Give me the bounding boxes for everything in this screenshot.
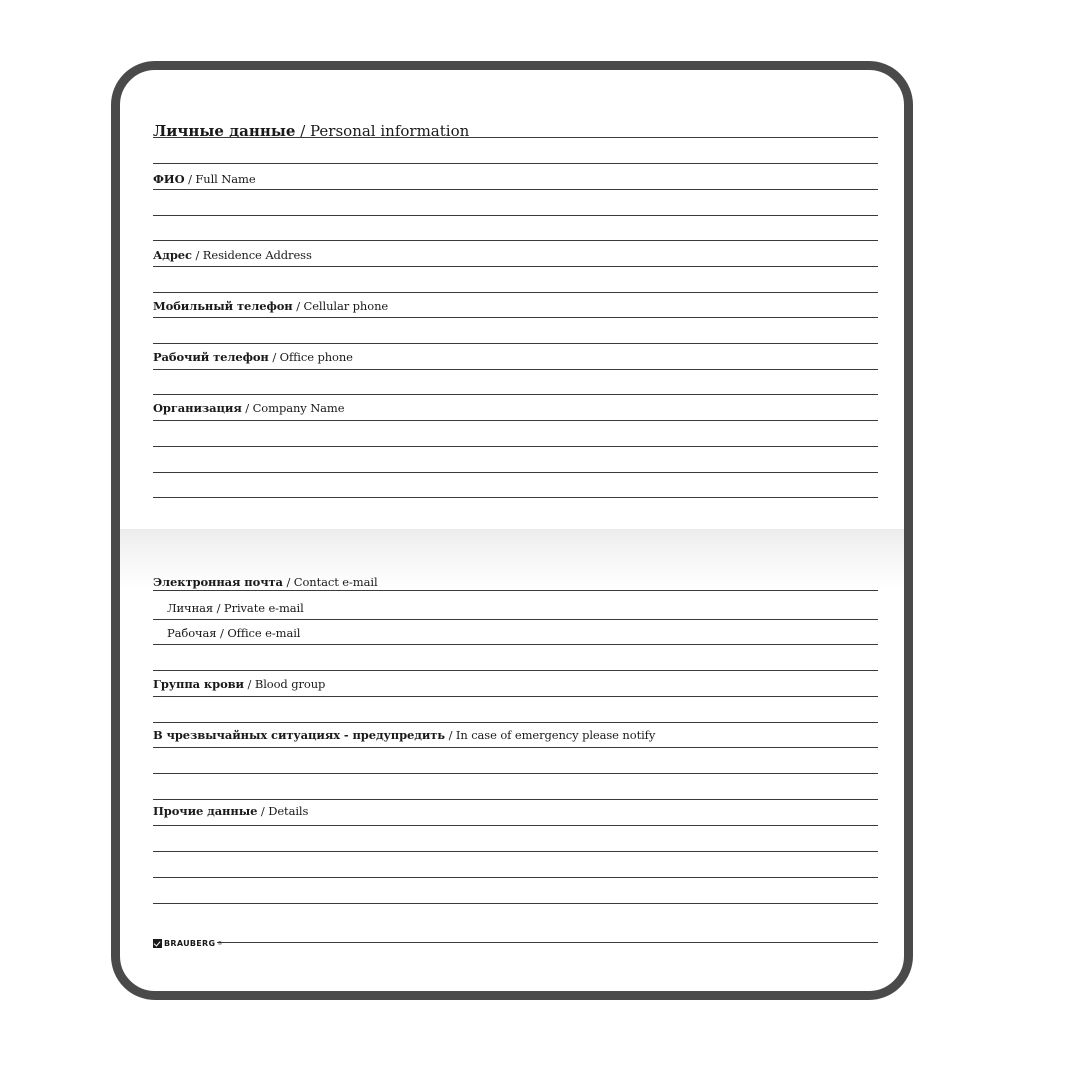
field-details: Прочие данные / Details	[153, 804, 309, 818]
write-line[interactable]	[153, 773, 878, 774]
write-line[interactable]	[153, 240, 878, 241]
check-mark-icon	[153, 939, 162, 948]
write-line[interactable]	[153, 590, 878, 591]
field-office-phone: Рабочий телефон / Office phone	[153, 350, 353, 364]
write-line[interactable]	[153, 472, 878, 473]
write-line[interactable]	[153, 317, 878, 318]
write-line[interactable]	[153, 825, 878, 826]
write-line[interactable]	[153, 619, 878, 620]
write-line[interactable]	[153, 420, 878, 421]
field-contact-email: Электронная почта / Contact e-mail	[153, 575, 378, 589]
field-address: Адрес / Residence Address	[153, 248, 312, 262]
write-line[interactable]	[153, 903, 878, 904]
brand-rule	[217, 942, 878, 943]
write-line[interactable]	[153, 369, 878, 370]
field-emergency-contact: В чрезвычайных ситуациях - предупредить / In case of emergency please notify	[153, 728, 656, 742]
write-line[interactable]	[153, 851, 878, 852]
write-line[interactable]	[153, 189, 878, 190]
field-office-email: Рабочая / Office e-mail	[167, 626, 301, 640]
field-private-email: Личная / Private e-mail	[167, 601, 304, 615]
write-line[interactable]	[153, 877, 878, 878]
section-title-en: / Personal information	[300, 122, 470, 140]
write-line[interactable]	[153, 670, 878, 671]
brand-logo	[153, 939, 223, 948]
field-company-name: Организация / Company Name	[153, 401, 345, 415]
write-line[interactable]	[153, 292, 878, 293]
write-line[interactable]	[153, 722, 878, 723]
field-full-name: ФИО / Full Name	[153, 172, 256, 186]
write-line[interactable]	[153, 343, 878, 344]
registered-mark: ®	[217, 940, 223, 947]
write-line[interactable]	[153, 394, 878, 395]
write-line[interactable]	[153, 215, 878, 216]
section-title-ru: Личные данные	[153, 122, 296, 140]
write-line[interactable]	[153, 497, 878, 498]
write-line[interactable]	[153, 446, 878, 447]
write-line[interactable]	[153, 163, 878, 164]
write-line[interactable]	[153, 644, 878, 645]
brand-name: BRAUBERG	[164, 939, 216, 948]
field-mobile-phone: Мобильный телефон / Cellular phone	[153, 299, 389, 313]
title-rule	[153, 137, 878, 138]
write-line[interactable]	[153, 799, 878, 800]
notebook-page	[111, 61, 913, 1000]
write-line[interactable]	[153, 266, 878, 267]
write-line[interactable]	[153, 747, 878, 748]
write-line[interactable]	[153, 696, 878, 697]
field-blood-group: Группа крови / Blood group	[153, 677, 326, 691]
